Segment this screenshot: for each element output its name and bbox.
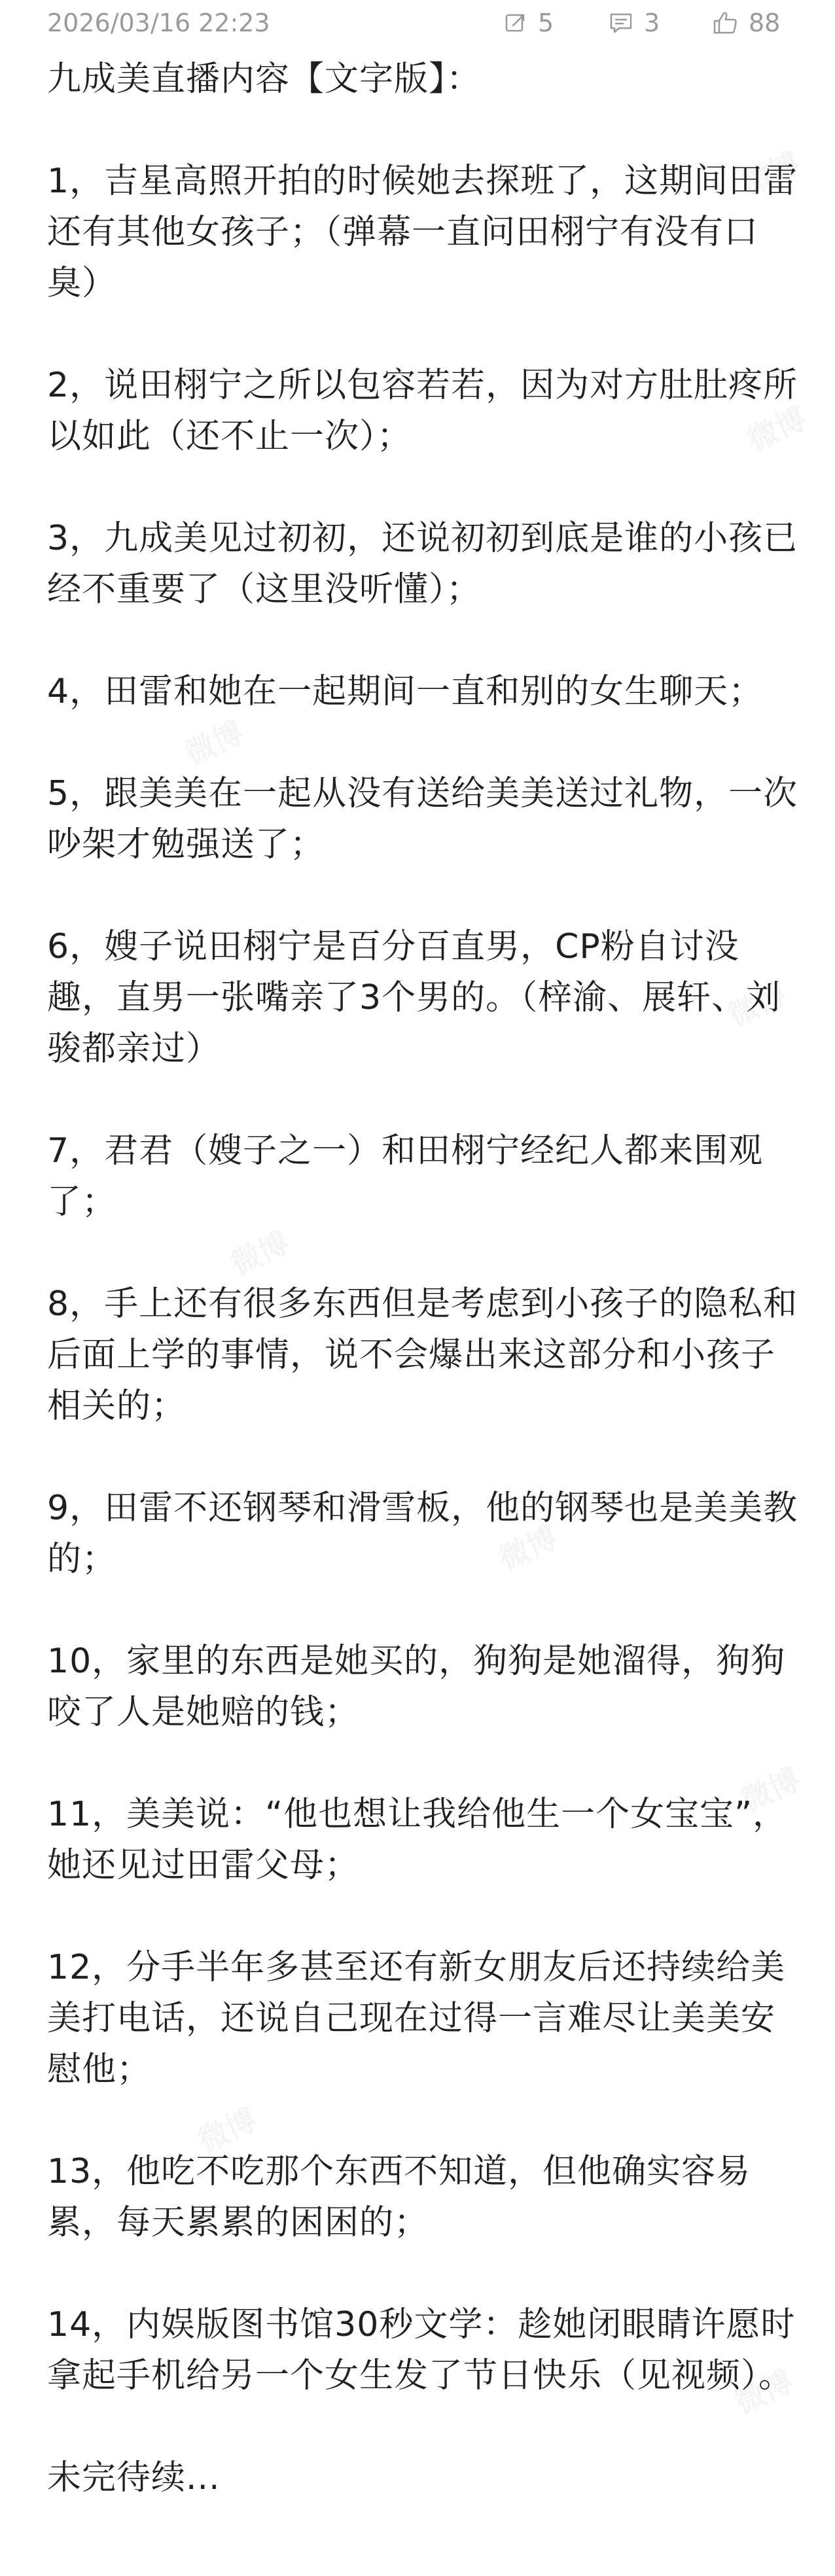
list-item: 11，美美说：“他也想让我给他生一个女宝宝”，她还见过田雷父母； [47,1795,788,1885]
to-be-continued: 未完待续... [47,2458,221,2497]
list-item: 6，嫂子说田栩宁是百分百直男，CP粉自讨没趣，直男一张嘴亲了3个男的。（梓渝、展轩、刘骏都亲过） [47,927,781,1068]
comment-button[interactable] [609,5,660,41]
like-icon [712,10,749,35]
like-button[interactable] [712,5,780,41]
post-date: 2026/03/16 22:23 [47,9,270,37]
like-count: 88 [749,9,781,37]
repost-button[interactable] [504,5,554,41]
post-meta-bar [0,0,835,46]
list-item: 12，分手半年多甚至还有新女朋友后还持续给美美打电话，还说自己现在过得一言难尽让美美安慰他； [47,1948,786,2089]
post-title: 九成美直播内容【文字版】： [47,60,482,99]
list-item: 10，家里的东西是她买的，狗狗是她溜得，狗狗咬了人是她赔的钱； [47,1642,786,1732]
repost-icon [504,11,538,35]
list-item: 3，九成美见过初初，还说初初到底是谁的小孩已经不重要了（这里没听懂）； [47,519,798,609]
list-item: 13，他吃不吃那个东西不知道，但他确实容易累，每天累累的困困的； [47,2152,751,2242]
list-item: 8，手上还有很多东西但是考虑到小孩子的隐私和后面上学的事情，说不会爆出来这部分和小孩子相关的； [47,1284,798,1426]
post-content [47,54,800,2503]
list-item: 5，跟美美在一起从没有送给美美送过礼物，一次吵架才勉强送了； [47,774,798,864]
list-item: 2，说田栩宁之所以包容若若，因为对方肚肚疼所以如此（还不止一次）； [47,366,798,456]
comment-count: 3 [644,9,660,37]
repost-count: 5 [538,9,554,37]
list-item: 7，君君（嫂子之一）和田栩宁经纪人都来围观了； [47,1131,764,1222]
list-item: 9，田雷不还钢琴和滑雪板，他的钢琴也是美美教的； [47,1489,798,1579]
list-item: 14，内娱版图书馆30秒文学：趁她闭眼睛许愿时拿起手机给另一个女生发了节日快乐（见视频）。 [47,2305,796,2395]
comment-icon [609,11,644,35]
list-item: 4，田雷和她在一起期间一直和别的女生聊天； [47,672,764,711]
list-item: 1，吉星高照开拍的时候她去探班了，这期间田雷还有其他女孩子；（弹幕一直问田栩宁有没有口臭） [47,162,798,303]
